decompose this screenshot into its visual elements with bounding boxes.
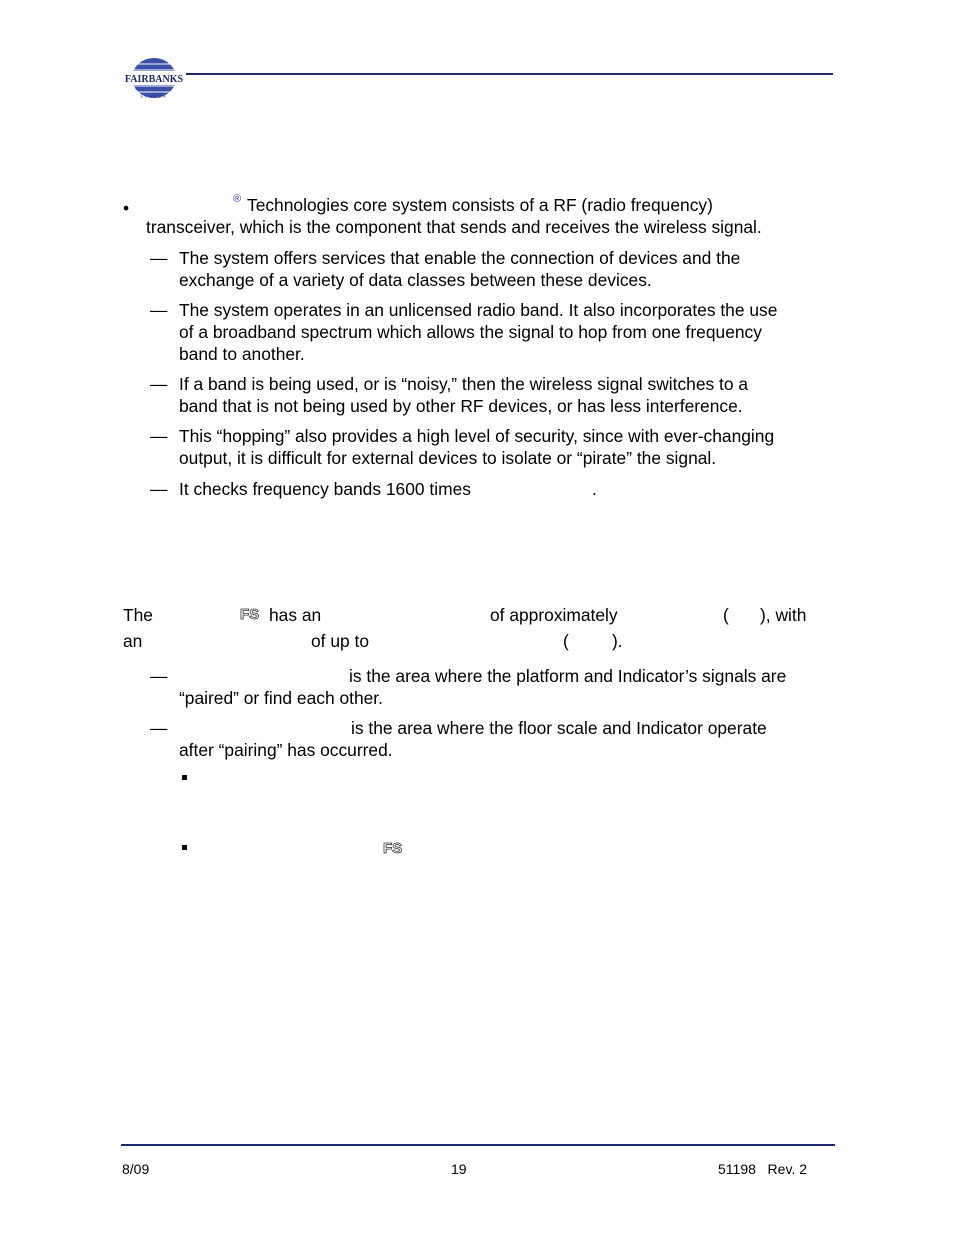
dash-6: — — [150, 666, 168, 686]
range-item-1-line-2: “paired” or find each other. — [179, 688, 383, 708]
item-5-line-1: It checks frequency bands 1600 times — [179, 479, 471, 499]
item-3-line-1: If a band is being used, or is “noisy,” then the wireless signal switches to a — [179, 374, 749, 394]
dash-7: — — [150, 718, 168, 738]
dash-4: — — [150, 426, 168, 446]
dash-2: — — [150, 300, 168, 320]
footer-date: 8/09 — [122, 1161, 150, 1177]
item-1-line-2: exchange of a variety of data classes between these devices. — [179, 270, 652, 290]
dash-5: — — [150, 479, 168, 499]
item-2-line-2: of a broadband spectrum which allows the signal to hop from one frequency — [179, 322, 762, 342]
item-2-line-3: band to another. — [179, 344, 305, 364]
item-3-line-2: band that is not being used by other RF devices, or has less interference. — [179, 396, 743, 416]
square-bullet-1 — [182, 775, 187, 780]
item-5-period: . — [592, 479, 597, 499]
svg-text:SCALES: SCALES — [140, 94, 168, 99]
footer-rule — [121, 1144, 835, 1146]
para-open-paren: ( — [723, 605, 729, 625]
item-1-line-1: The system offers services that enable the connection of devices and the — [179, 248, 741, 268]
range-item-2-line-1: is the area where the floor scale and Indicator operate — [351, 718, 767, 738]
bullet: • — [123, 198, 130, 218]
para-open-paren-2: ( — [563, 631, 569, 651]
fs-mark-2: FS — [383, 840, 403, 857]
intro-line-1: Technologies core system consists of a RF (radio frequency) — [247, 195, 713, 215]
item-2-line-1: The system operates in an unlicensed radio band. It also incorporates the use — [179, 300, 778, 320]
dash-3: — — [150, 374, 168, 394]
footer-page-number: 19 — [451, 1161, 467, 1177]
range-item-1-line-1: is the area where the platform and Indicator’s signals are — [349, 666, 787, 686]
para-has-an: has an — [269, 605, 322, 625]
para-close-period: ). — [612, 631, 623, 651]
dash-1: — — [150, 248, 168, 268]
item-4-line-2: output, it is difficult for external devices to isolate or “pirate” the signal. — [179, 448, 717, 468]
header-rule — [186, 73, 833, 75]
footer-doc-number: 51198 Rev. 2 — [718, 1161, 807, 1177]
intro-line-2: transceiver, which is the component that sends and receives the wireless signal. — [146, 217, 762, 237]
square-bullet-2 — [182, 845, 187, 850]
para-an: an — [123, 631, 143, 651]
fs-mark-1: FS — [240, 606, 260, 623]
registered-mark: ® — [233, 193, 242, 205]
fairbanks-logo — [124, 56, 184, 100]
range-item-2-line-2: after “pairing” has occurred. — [179, 740, 393, 760]
para-close-with: ), with — [760, 605, 807, 625]
para-the: The — [123, 605, 153, 625]
svg-text:FAIRBANKS: FAIRBANKS — [124, 74, 184, 85]
item-4-line-1: This “hopping” also provides a high level of security, since with ever-changing — [179, 426, 775, 446]
para-of-approx: of approximately — [490, 605, 618, 625]
para-of-up-to: of up to — [311, 631, 370, 651]
